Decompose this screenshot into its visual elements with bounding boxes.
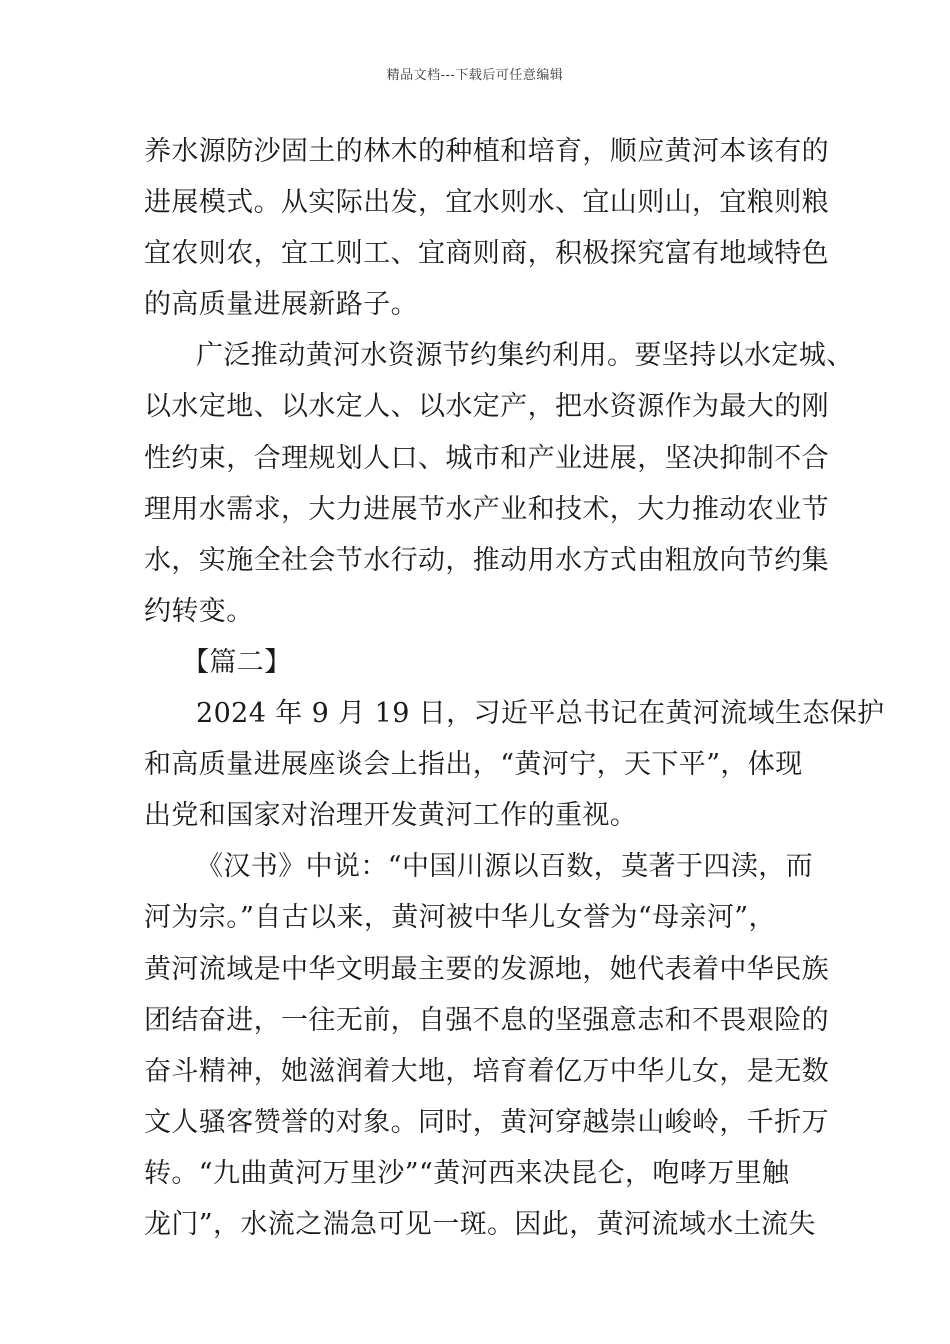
text-line: 水，实施全社会节水行动，推动用水方式由粗放向节约集 bbox=[144, 544, 829, 576]
text-line: 进展模式。从实际出发，宜水则水、宜山则山，宜粮则粮 bbox=[144, 187, 829, 219]
text-line: 河为宗。”自古以来，黄河被中华儿女誉为“母亲河”， bbox=[144, 902, 776, 934]
text-line: 和高质量进展座谈会上指出，“黄河宁，天下平”，体现 bbox=[144, 749, 803, 781]
text-line: 以水定地、以水定人、以水定产，把水资源作为最大的刚 bbox=[144, 391, 829, 423]
text-line: 出党和国家对治理开发黄河工作的重视。 bbox=[144, 800, 638, 832]
text-line: 理用水需求，大力进展节水产业和技术，大力推动农业节 bbox=[144, 493, 829, 525]
text-line: 转。“九曲黄河万里沙”“黄河西来决昆仑，咆哮万里触 bbox=[144, 1157, 790, 1189]
text-line: 性约束，合理规划人口、城市和产业进展，坚决抑制不合 bbox=[144, 442, 829, 474]
document-body bbox=[144, 126, 885, 1250]
text-line: 黄河流域是中华文明最主要的发源地，她代表着中华民族 bbox=[144, 953, 829, 985]
paragraph-first-line: 《汉书》中说：“中国川源以百数，莫著于四渎，而 bbox=[196, 851, 814, 883]
text-line: 团结奋进，一往无前，自强不息的坚强意志和不畏艰险的 bbox=[144, 1004, 829, 1036]
text-line: 文人骚客赞誉的对象。同时，黄河穿越崇山峻岭，千折万 bbox=[144, 1106, 829, 1138]
page-header: 精品文档---下载后可任意编辑 bbox=[386, 68, 564, 83]
text-line: 的高质量进展新路子。 bbox=[144, 289, 418, 321]
text-line: 宜农则农，宜工则工、宜商则商，积极探究富有地域特色 bbox=[144, 238, 829, 270]
text-line: 龙门”，水流之湍急可见一斑。因此，黄河流域水土流失 bbox=[144, 1208, 816, 1240]
section-heading: 【篇二】 bbox=[182, 646, 292, 678]
text-line: 约转变。 bbox=[144, 595, 254, 627]
paragraph-first-line: 2024 年 9 月 19 日，习近平总书记在黄河流域生态保护 bbox=[196, 698, 885, 730]
text-line: 养水源防沙固土的林木的种植和培育，顺应黄河本该有的 bbox=[144, 136, 829, 167]
paragraph-first-line: 广泛推动黄河水资源节约集约利用。要坚持以水定城、 bbox=[196, 340, 854, 372]
text-line: 奋斗精神，她滋润着大地，培育着亿万中华儿女，是无数 bbox=[144, 1055, 829, 1087]
